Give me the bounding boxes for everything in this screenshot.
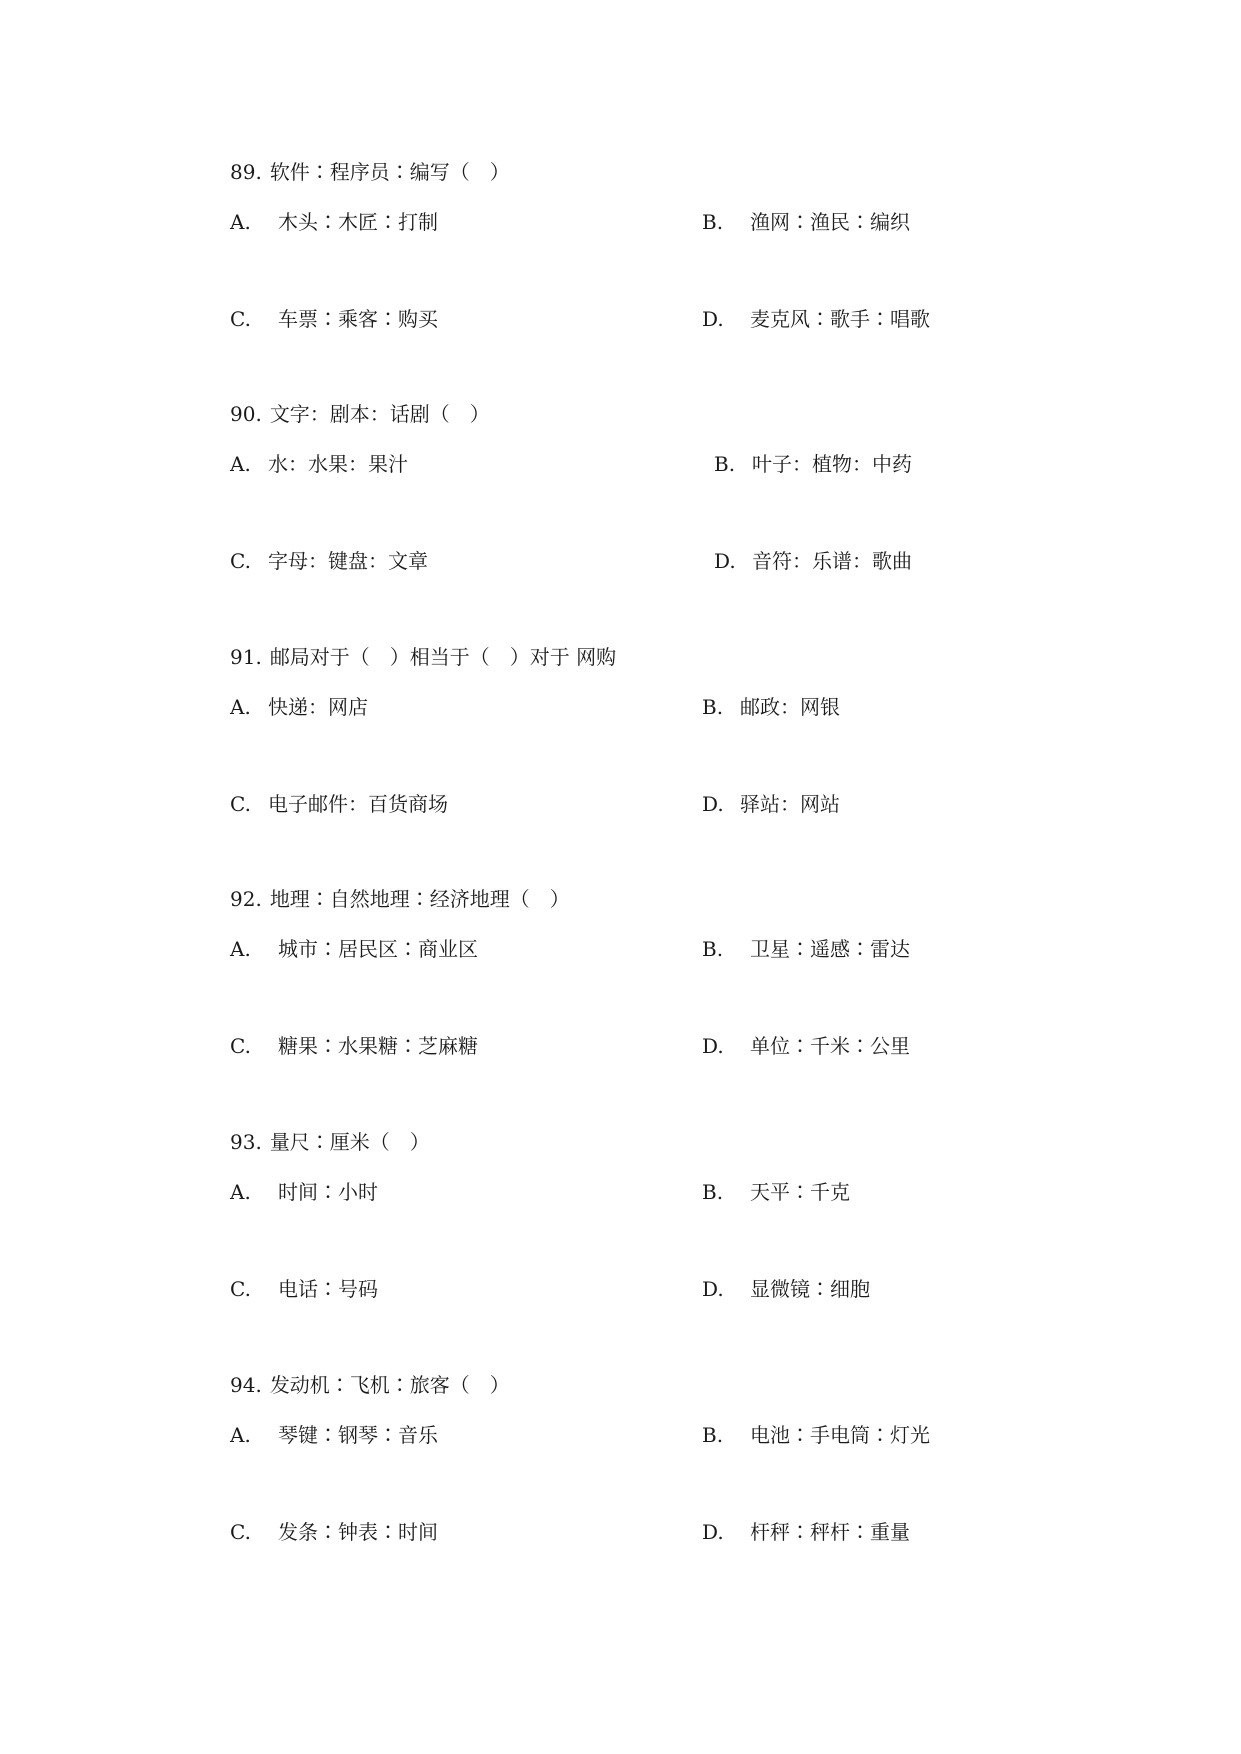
option-text: 快递：网店	[268, 695, 368, 719]
option-c	[230, 790, 448, 818]
option-text: 木头∶木匠∶打制	[278, 210, 438, 234]
option-text: 车票∶乘客∶购买	[278, 307, 438, 331]
option-text: 邮政：网银	[740, 695, 840, 719]
option-letter: C.	[230, 549, 251, 573]
option-letter: C.	[230, 1520, 251, 1544]
option-letter: A.	[230, 1423, 251, 1447]
option-letter: A.	[230, 210, 251, 234]
option-letter: B.	[702, 1423, 724, 1447]
option-letter: B.	[702, 210, 724, 234]
option-d	[702, 1275, 870, 1303]
option-text: 叶子：植物：中药	[752, 452, 912, 476]
question-stem	[230, 885, 570, 913]
question-number: 92.	[230, 887, 262, 911]
option-letter: A.	[230, 695, 251, 719]
option-text: 水：水果：果汁	[268, 452, 408, 476]
option-a	[230, 1421, 438, 1449]
option-d	[702, 1032, 910, 1060]
option-letter: C.	[230, 307, 251, 331]
option-b	[702, 1421, 930, 1449]
option-text: 电池∶手电筒∶灯光	[750, 1423, 930, 1447]
question-text: 软件∶程序员∶编写（ ）	[269, 160, 510, 184]
option-b	[714, 450, 912, 478]
option-letter: B.	[702, 1180, 724, 1204]
option-text: 电子邮件：百货商场	[268, 792, 448, 816]
option-letter: D.	[702, 792, 724, 816]
option-text: 麦克风∶歌手∶唱歌	[750, 307, 930, 331]
option-a	[230, 450, 408, 478]
option-a	[230, 935, 478, 963]
option-text: 糖果∶水果糖∶芝麻糖	[278, 1034, 478, 1058]
option-d	[702, 790, 840, 818]
option-letter: A.	[230, 1180, 251, 1204]
question-number: 94.	[230, 1373, 262, 1397]
option-letter: D.	[702, 307, 724, 331]
option-d	[714, 547, 912, 575]
option-text: 琴键∶钢琴∶音乐	[278, 1423, 438, 1447]
option-b	[702, 208, 910, 236]
option-letter: C.	[230, 792, 251, 816]
option-letter: C.	[230, 1277, 251, 1301]
option-text: 时间∶小时	[278, 1180, 378, 1204]
option-text: 驿站：网站	[740, 792, 840, 816]
option-letter: A.	[230, 452, 251, 476]
option-text: 卫星∶遥感∶雷达	[750, 937, 910, 961]
question-number: 93.	[230, 1130, 262, 1154]
option-letter: C.	[230, 1034, 251, 1058]
option-letter: D.	[702, 1277, 724, 1301]
option-c	[230, 1518, 438, 1546]
option-letter: A.	[230, 937, 251, 961]
question-stem	[230, 643, 616, 671]
option-text: 城市∶居民区∶商业区	[278, 937, 478, 961]
question-text: 文字：剧本：话剧（ ）	[269, 402, 490, 426]
option-text: 电话∶号码	[278, 1277, 378, 1301]
question-stem	[230, 1128, 430, 1156]
option-a	[230, 208, 438, 236]
question-text: 地理∶自然地理∶经济地理（ ）	[269, 887, 570, 911]
question-stem	[230, 1371, 510, 1399]
option-text: 天平∶千克	[750, 1180, 850, 1204]
option-text: 显微镜∶细胞	[750, 1277, 870, 1301]
option-letter: B.	[714, 452, 736, 476]
question-number: 90.	[230, 402, 262, 426]
option-c	[230, 547, 428, 575]
option-letter: D.	[702, 1034, 724, 1058]
question-stem	[230, 158, 510, 186]
option-letter: D.	[702, 1520, 724, 1544]
option-b	[702, 693, 840, 721]
option-d	[702, 305, 930, 333]
option-text: 发条∶钟表∶时间	[278, 1520, 438, 1544]
question-text: 发动机∶飞机∶旅客（ ）	[269, 1373, 510, 1397]
question-text: 邮局对于（ ）相当于（ ）对于 网购	[269, 645, 617, 669]
option-b	[702, 1178, 850, 1206]
option-letter: B.	[702, 937, 724, 961]
option-d	[702, 1518, 910, 1546]
option-text: 字母：键盘：文章	[268, 549, 428, 573]
option-text: 杆秤∶秤杆∶重量	[750, 1520, 910, 1544]
question-number: 91.	[230, 645, 262, 669]
question-number: 89.	[230, 160, 262, 184]
option-text: 音符：乐谱：歌曲	[752, 549, 912, 573]
option-letter: D.	[714, 549, 736, 573]
option-letter: B.	[702, 695, 724, 719]
question-text: 量尺∶厘米（ ）	[269, 1130, 430, 1154]
option-c	[230, 305, 438, 333]
question-stem	[230, 400, 490, 428]
option-a	[230, 1178, 378, 1206]
option-a	[230, 693, 368, 721]
option-b	[702, 935, 910, 963]
option-text: 渔网∶渔民∶编织	[750, 210, 910, 234]
option-c	[230, 1032, 478, 1060]
option-text: 单位∶千米∶公里	[750, 1034, 910, 1058]
option-c	[230, 1275, 378, 1303]
